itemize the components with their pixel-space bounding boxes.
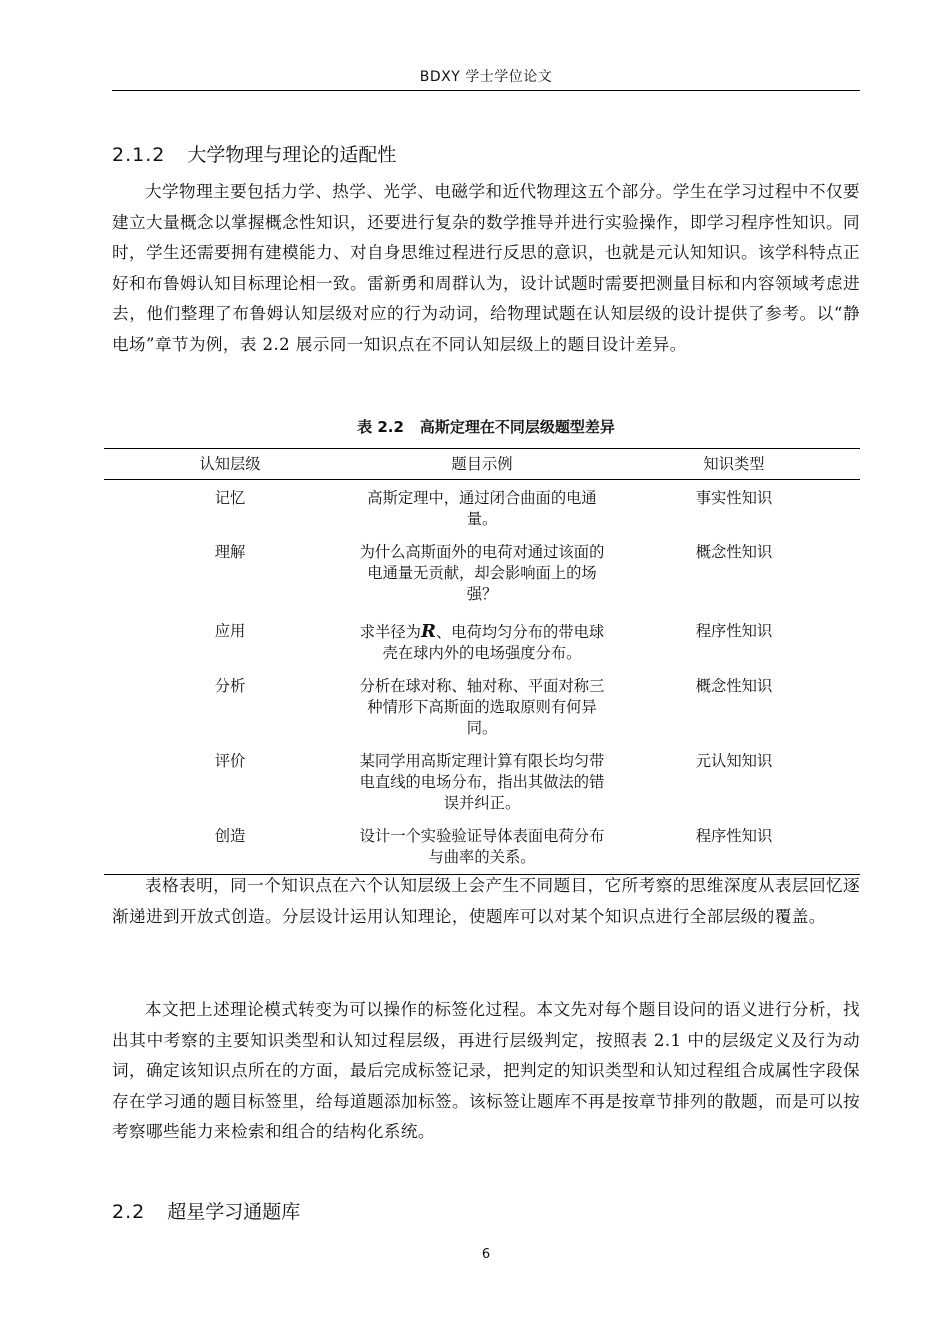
- cell-type: 程序性知识: [608, 818, 860, 875]
- paragraph-2: 表格表明，同一个知识点在六个认知层级上会产生不同题目，它所考察的思维深度从表层回忆逐渐递进到开放式创造。分层设计运用认知理论，使题库可以对某个知识点进行全部层级的覆盖。: [112, 876, 860, 926]
- running-header: BDXY 学士学位论文: [419, 69, 553, 85]
- example-text-before: 求半径为: [359, 623, 421, 641]
- section-title: 超星学习通题库: [167, 1201, 301, 1223]
- gauss-law-table: [104, 448, 860, 875]
- table-header-row: [104, 449, 860, 480]
- table-title: 高斯定理在不同层级题型差异: [419, 418, 615, 436]
- cell-example: 设计一个实验验证导体表面电荷分布与曲率的关系。: [359, 827, 605, 866]
- radius-symbol: R: [420, 621, 436, 642]
- cell-level: 理解: [214, 543, 246, 561]
- cell-type: 事实性知识: [695, 489, 773, 507]
- table-row: [104, 534, 860, 609]
- example-text-after: 、电荷均匀分布的带电球壳在球内外的电场强度分布。: [382, 623, 605, 662]
- section-heading-2-1-2: [112, 140, 852, 167]
- cell-type: 程序性知识: [695, 622, 773, 640]
- page-number: 6: [481, 1247, 491, 1262]
- table-row: [104, 609, 860, 668]
- cell-type: 概念性知识: [695, 677, 773, 695]
- paragraph-3: 本文把上述理论模式转变为可以操作的标签化过程。本文先对每个题目设问的语义进行分析，找出其中考察的主要知识类型和认知过程层级，再进行层级判定，按照表 2.1 中的层级定义及行为动词，确定该知识点所在的方面，最后完成标签记录，把判定的知识类型和认知过程组合成属性字段保存在学习通的题目标签里，给每道题添加标签。该标签让题库不再是按章节排列的散题，而是可以按考察哪些能力来检索和组合的结构化系统。: [112, 1000, 860, 1142]
- table-row: [104, 818, 860, 875]
- cell-example: 高斯定理中，通过闭合曲面的电通量。: [367, 489, 597, 528]
- table-row: [104, 743, 860, 818]
- paragraph-1: 大学物理主要包括力学、热学、光学、电磁学和近代物理这五个部分。学生在学习过程中不仅要建立大量概念以掌握概念性知识，还要进行复杂的数学推导并进行实验操作，即学习程序性知识。同时，学生还需要拥有建模能力、对自身思维过程进行反思的意识，也就是元认知知识。该学科特点正好和布鲁姆认知目标理论相一致。雷新勇和周群认为，设计试题时需要把测量目标和内容领域考虑进去，他们整理了布鲁姆认知层级对应的行为动词，给物理试题在认知层级的设计提供了参考。以“静电场”章节为例，表 2.2 展示同一知识点在不同认知层级上的题目设计差异。: [112, 182, 860, 354]
- cell-example: [359, 621, 605, 664]
- cell-example: 为什么高斯面外的电荷对通过该面的电通量无贡献，却会影响面上的场强？: [359, 543, 605, 603]
- cell-level: 评价: [214, 752, 246, 770]
- header-cognitive-level: 认知层级: [104, 449, 356, 480]
- cell-level: 记忆: [214, 489, 246, 507]
- cell-type: 概念性知识: [695, 543, 773, 561]
- table-caption: [112, 416, 860, 437]
- header-rule: [112, 90, 860, 91]
- cell-level: 应用: [214, 622, 246, 640]
- header-example: 题目示例: [356, 449, 608, 480]
- section-number: 2.2: [112, 1201, 146, 1223]
- header-knowledge-type: 知识类型: [608, 449, 860, 480]
- table-row: [104, 668, 860, 743]
- section-title: 大学物理与理论的适配性: [187, 144, 397, 166]
- table-number: 表 2.2: [357, 418, 404, 436]
- cell-type: 元认知知识: [695, 752, 773, 770]
- cell-example: 分析在球对称、轴对称、平面对称三种情形下高斯面的选取原则有何异同。: [359, 677, 605, 737]
- table-row: [104, 480, 860, 535]
- cell-level: 创造: [104, 818, 356, 875]
- cell-example: 某同学用高斯定理计算有限长均匀带电直线的电场分布，指出其做法的错误并纠正。: [359, 752, 605, 812]
- section-number: 2.1.2: [112, 144, 166, 166]
- cell-level: 分析: [214, 677, 246, 695]
- section-heading-2-2: [112, 1197, 852, 1224]
